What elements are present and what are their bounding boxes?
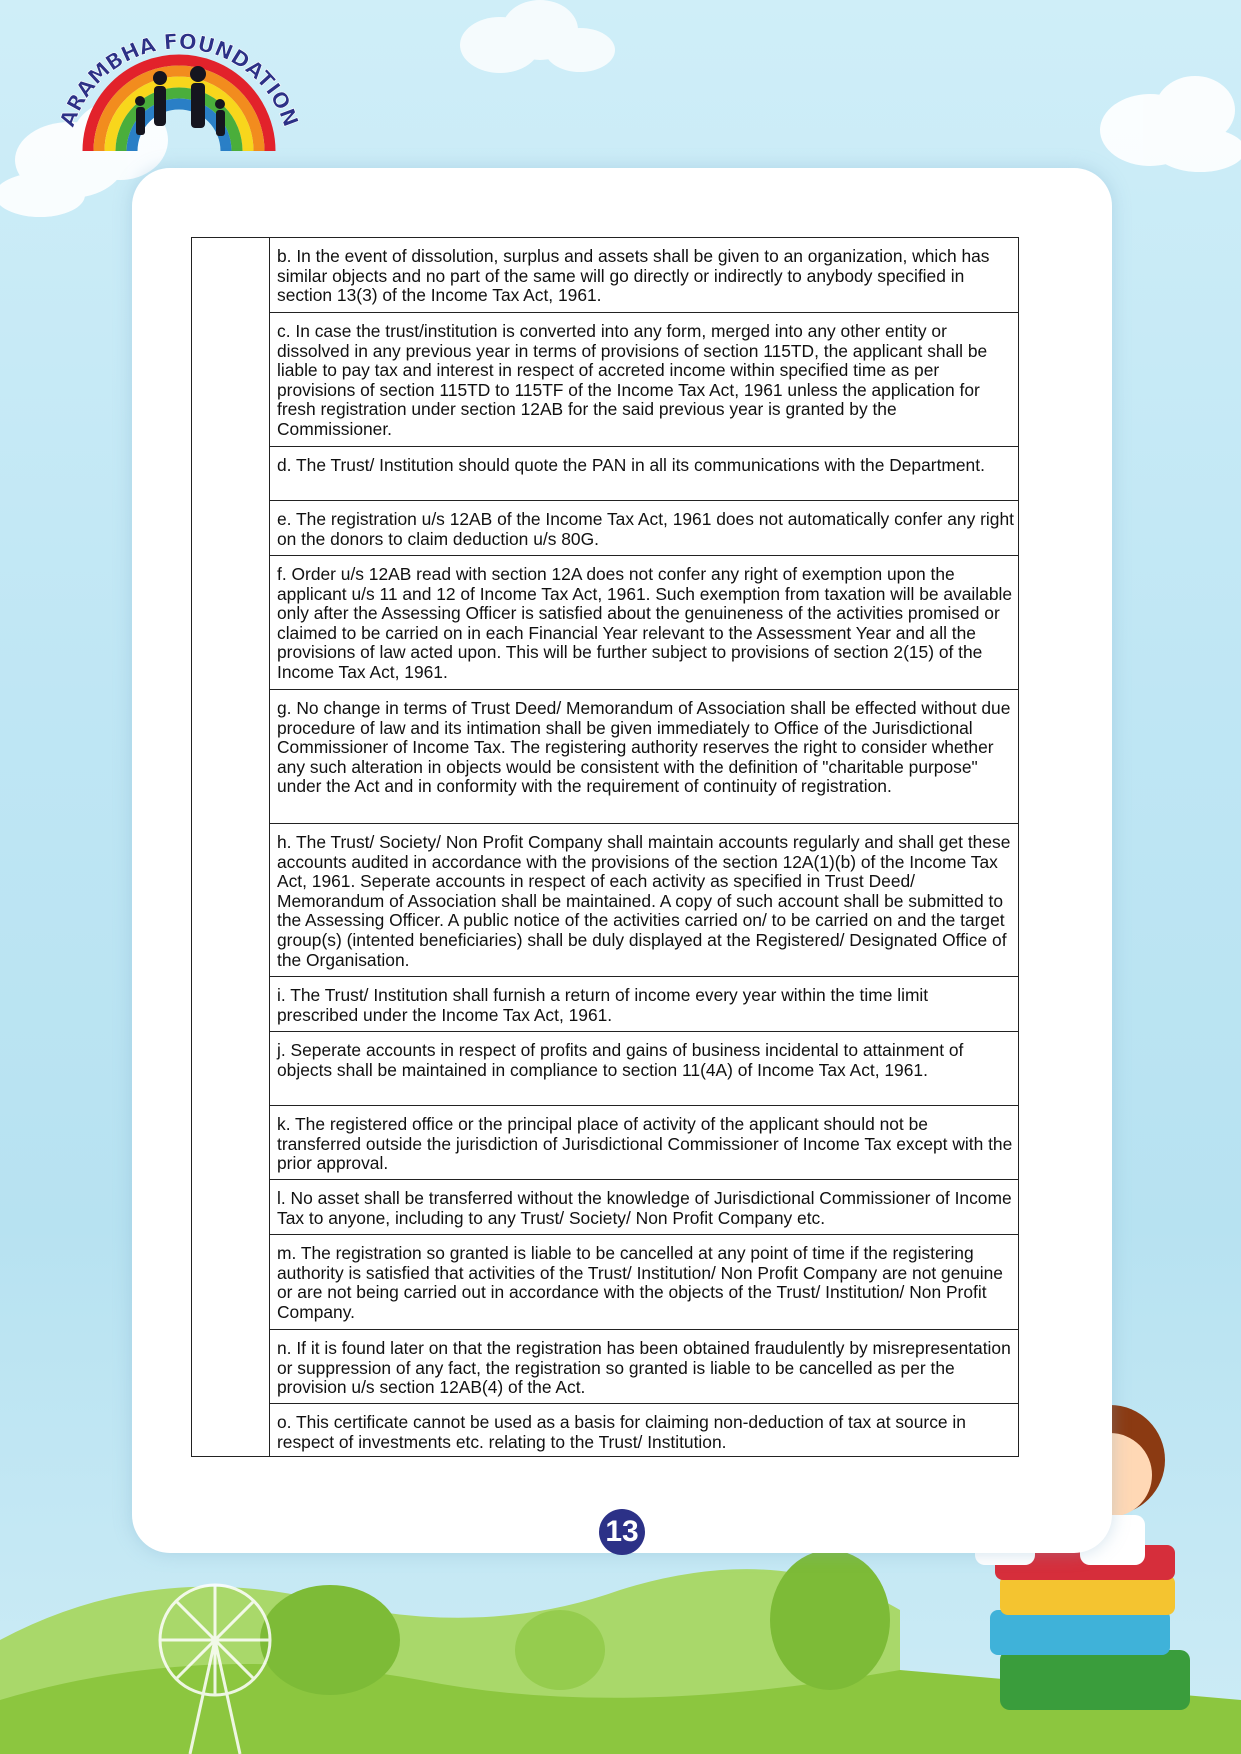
clause-o: o. This certificate cannot be used as a basis for claiming non-deduction of tax at source in respect of investments etc. relating to the Trust/ Institution. (277, 1412, 966, 1452)
clause-d: d. The Trust/ Institution should quote the PAN in all its communications with the Department. (270, 447, 1018, 501)
arambha-foundation-logo (48, 16, 310, 156)
page-number-badge: 13 (599, 1509, 645, 1555)
clause-k: k. The registered office or the principal place of activity of the applicant should not be transferred outside the jurisdiction of Jurisdictional Commissioner of Income Tax except with the prior approval. (270, 1106, 1018, 1180)
clause-e: e. The registration u/s 12AB of the Income Tax Act, 1961 does not automatically confer any right on the donors to claim deduction u/s 80G. (270, 501, 1018, 556)
clause-g: g. No change in terms of Trust Deed/ Memorandum of Association shall be effected without due procedure of law and its intimation shall be given immediately to Office of the Jurisdictional Commissioner of Income Tax. The registering authority reserves the right to consider whether any such alteration in objects would be consistent with the definition of "charitable purpose" under the Act and in conformity with the requirement of continuity of registration. (270, 690, 1018, 824)
clause-f: f. Order u/s 12AB read with section 12A does not confer any right of exemption upon the applicant u/s 11 and 12 of Income Tax Act, 1961. Such exemption from taxation will be available only after the Assessing Officer is satisfied about the genuineness of the activities promised or claimed to be carried on in each Financial Year relevant to the Assessment Year and all the provisions of law acted upon. This will be further subject to provisions of section 2(15) of the Income Tax Act, 1961. (270, 556, 1018, 690)
clause-m: m. The registration so granted is liable to be cancelled at any point of time if the registering authority is satisfied that activities of the Trust/ Institution/ Non Profit Company are not genuine or are not being carried out in accordance with the objects of the Trust/ Institution/ Non Profit Company. (270, 1235, 1018, 1330)
table-left-column (192, 238, 270, 1456)
clause-l: l. No asset shall be transferred without the knowledge of Jurisdictional Commissioner of Income Tax to anyone, including to any Trust/ Society/ Non Profit Company etc. (270, 1180, 1018, 1235)
clause-n: n. If it is found later on that the registration has been obtained fraudulently by misrepresentation or suppression of any fact, the registration so granted is liable to be cancelled as per the provision u/s section 12AB(4) of the Act. (270, 1330, 1018, 1404)
clause-b: b. In the event of dissolution, surplus and assets shall be given to an organization, which has similar objects and no part of the same will go directly or indirectly to anybody specified in section 13(3) of the Income Tax Act, 1961. (270, 238, 1018, 313)
clause-h: h. The Trust/ Society/ Non Profit Company shall maintain accounts regularly and shall get these accounts audited in accordance with the provisions of the section 12A(1)(b) of the Income Tax Act, 1961. Seperate accounts in respect of each activity as specified in Trust Deed/ Memorandum of Association shall be maintained. A copy of such account shall be submitted to the Assessing Officer. A public notice of the activities carried on/ to be carried on and the target group(s) (intented beneficiaries) shall be duly displayed at the Registered/ Designated Office of the Organisation. (270, 824, 1018, 977)
cloud-top-right (1100, 76, 1241, 172)
clause-i: i. The Trust/ Institution shall furnish a return of income every year within the time limit prescribed under the Income Tax Act, 1961. (270, 977, 1018, 1032)
clause-c: c. In case the trust/institution is converted into any form, merged into any other entity or dissolved in any previous year in terms of provisions of section 115TD, the applicant shall be liable to pay tax and interest in respect of accreted income within specified time as per provisions of section 115TD to 115TF of the Income Tax Act, 1961 unless the application for fresh registration under section 12AB for the said previous year is granted by the Commissioner. (270, 313, 1018, 447)
conditions-table (191, 237, 1019, 1457)
cloud-top-center (460, 0, 615, 73)
clause-j: j. Seperate accounts in respect of profits and gains of business incidental to attainment of objects shall be maintained in compliance to section 11(4A) of Income Tax Act, 1961. (270, 1032, 1018, 1106)
logo-text: ARAMBHA FOUNDATION (55, 29, 303, 130)
